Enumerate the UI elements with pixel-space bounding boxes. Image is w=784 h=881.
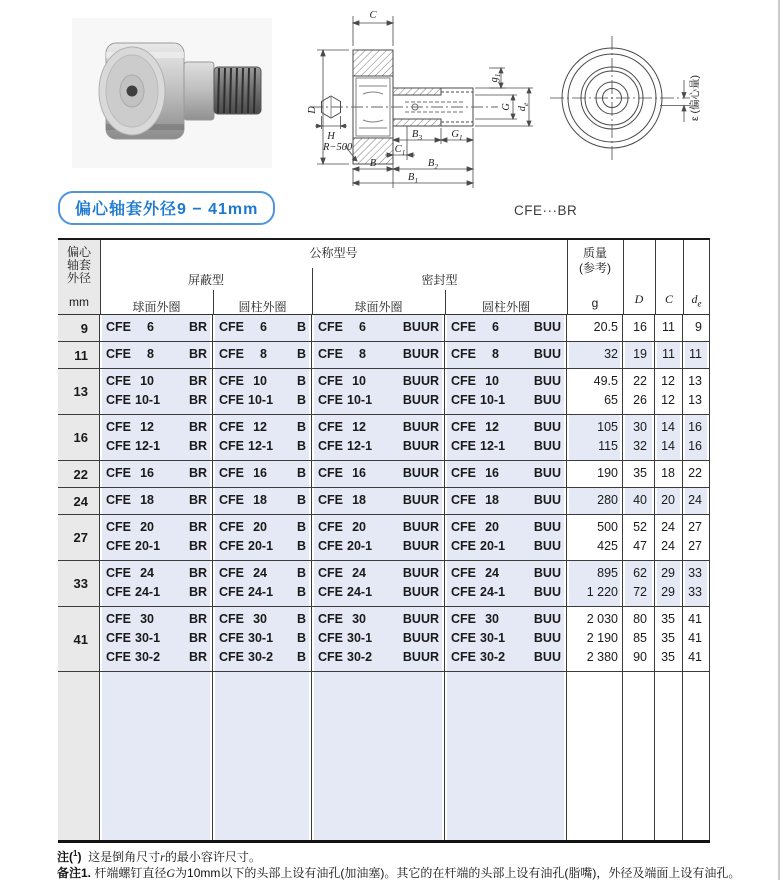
table-row [58,341,710,368]
od-cell: 16 [58,415,100,460]
mass-cell: 32 [567,342,623,368]
model-cell: CFE 18 BR [100,488,213,514]
de-cell: 16 16 [683,415,710,460]
mass-cell: 895 1 220 [567,561,623,606]
mass-cell: 190 [567,461,623,487]
model-cell: CFE 30 B CFE 30-1 B CFE 30-2 B [213,607,312,671]
model-cell: CFE 8 BR [100,342,213,368]
model-cell: CFE 20 B CFE 20-1 B [213,515,312,560]
model-cell: CFE 6 B [213,315,312,341]
model-cell: CFE 10 BR CFE 10-1 BR [100,369,213,414]
model-cell: CFE 16 BR [100,461,213,487]
D-cell: 35 [623,461,655,487]
dim-label-c1: $C_1$ [395,144,406,157]
dim-label-de: $d_e$ [517,102,530,111]
mass-note: (参考) [567,259,623,276]
model-cell: CFE 12 BUUR CFE 12-1 BUUR [312,415,445,460]
model-cell [312,672,445,840]
model-cell: CFE 24 BUU CFE 24-1 BUU [445,561,567,606]
model-cell: CFE 24 BUUR CFE 24-1 BUUR [312,561,445,606]
dim-label-h: H [326,131,336,142]
dim-label-g: G [501,103,512,111]
de-cell: 11 [683,342,710,368]
model-cell: CFE 10 BUUR CFE 10-1 BUUR [312,369,445,414]
dim-label-b1: $B_1$ [408,172,418,185]
D-cell: 22 26 [623,369,655,414]
od-cell: 11 [58,342,100,368]
C-cell: 11 [655,342,683,368]
D-cell: 40 [623,488,655,514]
mass-header: 质量 [567,244,623,261]
model-cell: CFE 16 B [213,461,312,487]
section-drawing [293,2,538,197]
model-cell: CFE 8 BUUR [312,342,445,368]
mass-cell: 2 030 2 190 2 380 [567,607,623,671]
col-header-D: D [623,292,655,308]
mass-cell: 500 425 [567,515,623,560]
table-header [58,238,710,315]
leaf-header-cylindrical-2: 圆柱外圈 [445,298,567,315]
model-cell: CFE 10 B CFE 10-1 B [213,369,312,414]
value-cell [567,672,623,840]
model-cell [445,672,567,840]
leaf-header-spherical-2: 球面外圈 [312,298,445,315]
model-cell: CFE 20 BUU CFE 20-1 BUU [445,515,567,560]
C-cell: 24 24 [655,515,683,560]
footnote-1: 注($^1$) 这是倒角尺寸r的最小容许尺寸。 [57,846,769,866]
dim-label-c: C [369,10,377,21]
model-cell: CFE 18 B [213,488,312,514]
de-cell: 22 [683,461,710,487]
group-header: 公称型号 [100,244,567,261]
de-cell: 27 27 [683,515,710,560]
de-cell: 9 [683,315,710,341]
D-cell: 62 72 [623,561,655,606]
C-cell: 14 14 [655,415,683,460]
corner-unit: mm [58,295,100,309]
od-cell [58,672,100,840]
col-header-de: $d_e$ [683,292,710,308]
od-cell: 33 [58,561,100,606]
model-cell: CFE 20 BR CFE 20-1 BR [100,515,213,560]
D-cell: 19 [623,342,655,368]
model-cell: CFE 12 B CFE 12-1 B [213,415,312,460]
D-cell: 80 85 90 [623,607,655,671]
table-row [58,460,710,487]
od-cell: 9 [58,315,100,341]
leaf-header-cylindrical-1: 圆柱外圈 [213,298,312,315]
type-code-caption: CFE···BR [514,203,577,218]
product-photo-illustration [72,18,272,168]
D-cell: 16 [623,315,655,341]
model-cell: CFE 30 BUU CFE 30-1 BUU CFE 30-2 BUU [445,607,567,671]
model-cell [100,672,213,840]
od-cell: 41 [58,607,100,671]
front-view-drawing [540,28,715,168]
de-cell: 13 13 [683,369,710,414]
model-cell: CFE 6 BR [100,315,213,341]
dim-label-b: B [370,158,377,169]
table-row [58,487,710,514]
value-cell [655,672,683,840]
mass-unit: g [567,296,623,310]
dimension-table [58,238,710,843]
model-cell: CFE 10 BUU CFE 10-1 BUU [445,369,567,414]
C-cell: 11 [655,315,683,341]
mass-cell: 280 [567,488,623,514]
dim-label-r500: R−500 [322,142,353,153]
corner-header: 偏心 轴套 外径 [58,246,100,285]
model-cell: CFE 16 BUU [445,461,567,487]
C-cell: 18 [655,461,683,487]
dim-label-b2: $B_2$ [428,158,438,171]
od-cell: 24 [58,488,100,514]
C-cell: 12 12 [655,369,683,414]
od-cell: 13 [58,369,100,414]
eccentricity-label: ε (偏心量) [688,75,701,121]
de-cell: 41 41 41 [683,607,710,671]
page-edge-rule [778,0,780,880]
mass-cell: 20.5 [567,315,623,341]
D-cell: 30 32 [623,415,655,460]
dim-label-g1cap: $G_1$ [451,129,462,142]
de-cell: 33 33 [683,561,710,606]
subgroup-shielded: 屏蔽型 [100,271,312,288]
table-body [58,315,710,840]
footnote-2: 备注1. 杆端螺钉直径G为10mm以下的头部上设有油孔(加油塞)。其它的在杆端的头部上设有油孔(脂嘴)，外径及端面上设有油孔。 [57,866,769,881]
od-cell: 22 [58,461,100,487]
C-cell: 35 35 35 [655,607,683,671]
model-cell: CFE 18 BUU [445,488,567,514]
model-cell [213,672,312,840]
table-row [58,560,710,606]
dim-label-b3: $B_3$ [412,129,422,142]
C-cell: 20 [655,488,683,514]
footnotes [57,846,769,881]
value-cell [623,672,655,840]
D-cell: 52 47 [623,515,655,560]
model-cell: CFE 16 BUUR [312,461,445,487]
table-row [58,315,710,341]
model-cell: CFE 12 BUU CFE 12-1 BUU [445,415,567,460]
section-title-badge: 偏心轴套外径9 − 41mm [58,191,275,225]
col-header-C: C [655,292,683,308]
table-row [58,606,710,671]
model-cell: CFE 24 B CFE 24-1 B [213,561,312,606]
dim-label-d: D [307,106,318,115]
model-cell: CFE 30 BR CFE 30-1 BR CFE 30-2 BR [100,607,213,671]
model-cell: CFE 8 B [213,342,312,368]
model-cell: CFE 8 BUU [445,342,567,368]
C-cell: 29 29 [655,561,683,606]
model-cell: CFE 12 BR CFE 12-1 BR [100,415,213,460]
value-cell [683,672,710,840]
model-cell: CFE 30 BUUR CFE 30-1 BUUR CFE 30-2 BUUR [312,607,445,671]
table-row [58,368,710,414]
model-cell: CFE 24 BR CFE 24-1 BR [100,561,213,606]
dim-label-g1: $g_1$ [489,74,502,83]
leaf-header-spherical-1: 球面外圈 [100,298,213,315]
mass-cell: 49.5 65 [567,369,623,414]
model-cell: CFE 20 BUUR CFE 20-1 BUUR [312,515,445,560]
model-cell: CFE 6 BUUR [312,315,445,341]
model-cell: CFE 6 BUU [445,315,567,341]
mass-cell: 105 115 [567,415,623,460]
od-cell: 27 [58,515,100,560]
subgroup-sealed: 密封型 [312,271,567,288]
model-cell: CFE 18 BUUR [312,488,445,514]
table-row [58,414,710,460]
table-row [58,514,710,560]
table-filler-row [58,671,710,840]
de-cell: 24 [683,488,710,514]
